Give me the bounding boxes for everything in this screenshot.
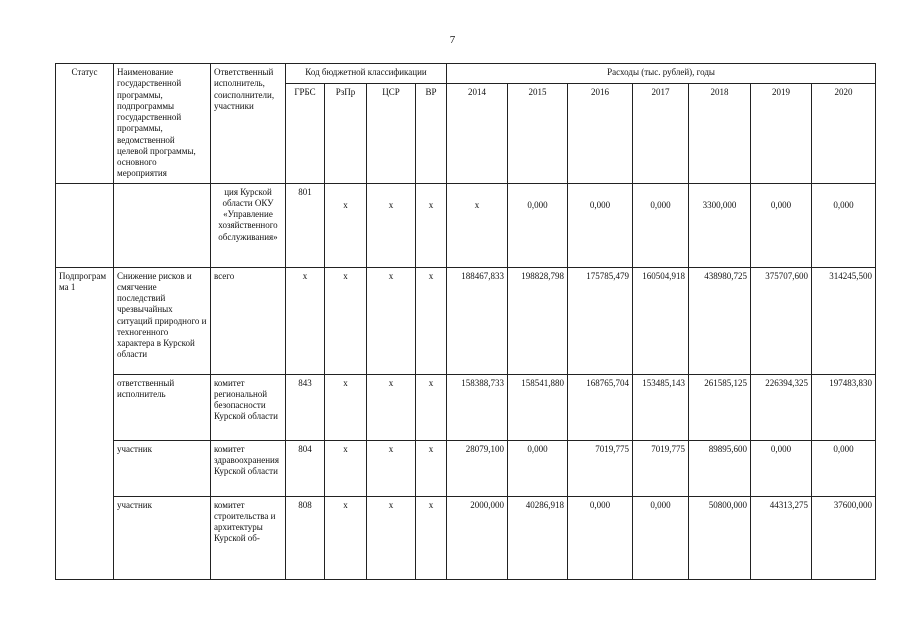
row-code: х [416,374,447,440]
header-status: Статус [56,64,114,184]
row-code: х [286,267,325,374]
row-value: 44313,275 [751,496,812,579]
row-code: х [325,183,367,267]
header-year: 2014 [447,84,508,184]
header-code: ЦСР [367,84,416,184]
row-code: х [325,496,367,579]
row-value: 0,000 [812,440,876,496]
row-code: 808 [286,496,325,579]
row-name [114,183,211,267]
header-name: Наименование государственной программы, подпрограммы государственной программы, ведомственной целевой программы, основного мероприятия [114,64,211,184]
row-code: х [416,440,447,496]
row-code: 804 [286,440,325,496]
row-value: 0,000 [812,183,876,267]
row-code: х [416,496,447,579]
table-row [56,374,876,440]
row-value: 160504,918 [633,267,689,374]
row-value: 0,000 [633,183,689,267]
row-status: Подпрограмма 1 [56,267,114,579]
row-value: 226394,325 [751,374,812,440]
header-expenses-group: Расходы (тыс. рублей), годы [447,64,876,84]
budget-table [55,63,876,580]
row-name: участник [114,496,211,579]
row-value: 175785,479 [568,267,633,374]
row-value: 197483,830 [812,374,876,440]
header-code: РзПр [325,84,367,184]
row-code: 843 [286,374,325,440]
header-year: 2016 [568,84,633,184]
row-value: 0,000 [751,440,812,496]
row-name: участник [114,440,211,496]
row-code: 801 [286,183,325,267]
header-year: 2017 [633,84,689,184]
row-value: 438980,725 [689,267,751,374]
header-year: 2018 [689,84,751,184]
row-value: 7019,775 [568,440,633,496]
header-year: 2015 [508,84,568,184]
header-budget-code-group: Код бюджетной классификации [286,64,447,84]
row-code: х [416,267,447,374]
page-number: 7 [449,34,456,46]
table-row [56,267,876,374]
row-status [56,183,114,267]
row-name: Снижение рисков и смягчение последствий чрезвычайных ситуаций природного и техногенного характера в Курской области [114,267,211,374]
row-value: 40286,918 [508,496,568,579]
row-value: 0,000 [508,440,568,496]
header-code: ВР [416,84,447,184]
row-value: 3300,000 [689,183,751,267]
row-value: 168765,704 [568,374,633,440]
row-value: 198828,798 [508,267,568,374]
row-value: 7019,775 [633,440,689,496]
row-value: х [447,183,508,267]
row-code: х [367,496,416,579]
row-value: 0,000 [508,183,568,267]
row-value: 2000,000 [447,496,508,579]
row-responsible: ция Курской области ОКУ «Управление хозяйственного обслуживания» [211,183,286,267]
row-responsible: всего [211,267,286,374]
row-value: 375707,600 [751,267,812,374]
row-value: 0,000 [568,183,633,267]
row-value: 314245,500 [812,267,876,374]
row-value: 0,000 [633,496,689,579]
table-row [56,183,876,267]
row-code: х [325,440,367,496]
row-responsible: комитет здравоохранения Курской области [211,440,286,496]
row-code: х [367,267,416,374]
row-value: 158388,733 [447,374,508,440]
table-row [56,440,876,496]
row-value: 89895,600 [689,440,751,496]
row-value: 50800,000 [689,496,751,579]
row-value: 158541,880 [508,374,568,440]
header-year: 2019 [751,84,812,184]
row-code: х [416,183,447,267]
row-responsible: комитет региональной безопасности Курской области [211,374,286,440]
row-value: 28079,100 [447,440,508,496]
row-value: 0,000 [751,183,812,267]
row-code: х [367,183,416,267]
row-code: х [325,374,367,440]
row-value: 153485,143 [633,374,689,440]
header-code: ГРБС [286,84,325,184]
table-row [56,496,876,579]
row-code: х [367,374,416,440]
row-value: 37600,000 [812,496,876,579]
row-value: 188467,833 [447,267,508,374]
row-responsible: комитет строительства и архитектуры Курской об- [211,496,286,579]
row-code: х [367,440,416,496]
header-row-1 [56,64,876,84]
row-value: 0,000 [568,496,633,579]
header-year: 2020 [812,84,876,184]
row-name: ответственный исполнитель [114,374,211,440]
row-value: 261585,125 [689,374,751,440]
row-code: х [325,267,367,374]
header-responsible: Ответственный исполнитель, соисполнители, участники [211,64,286,184]
